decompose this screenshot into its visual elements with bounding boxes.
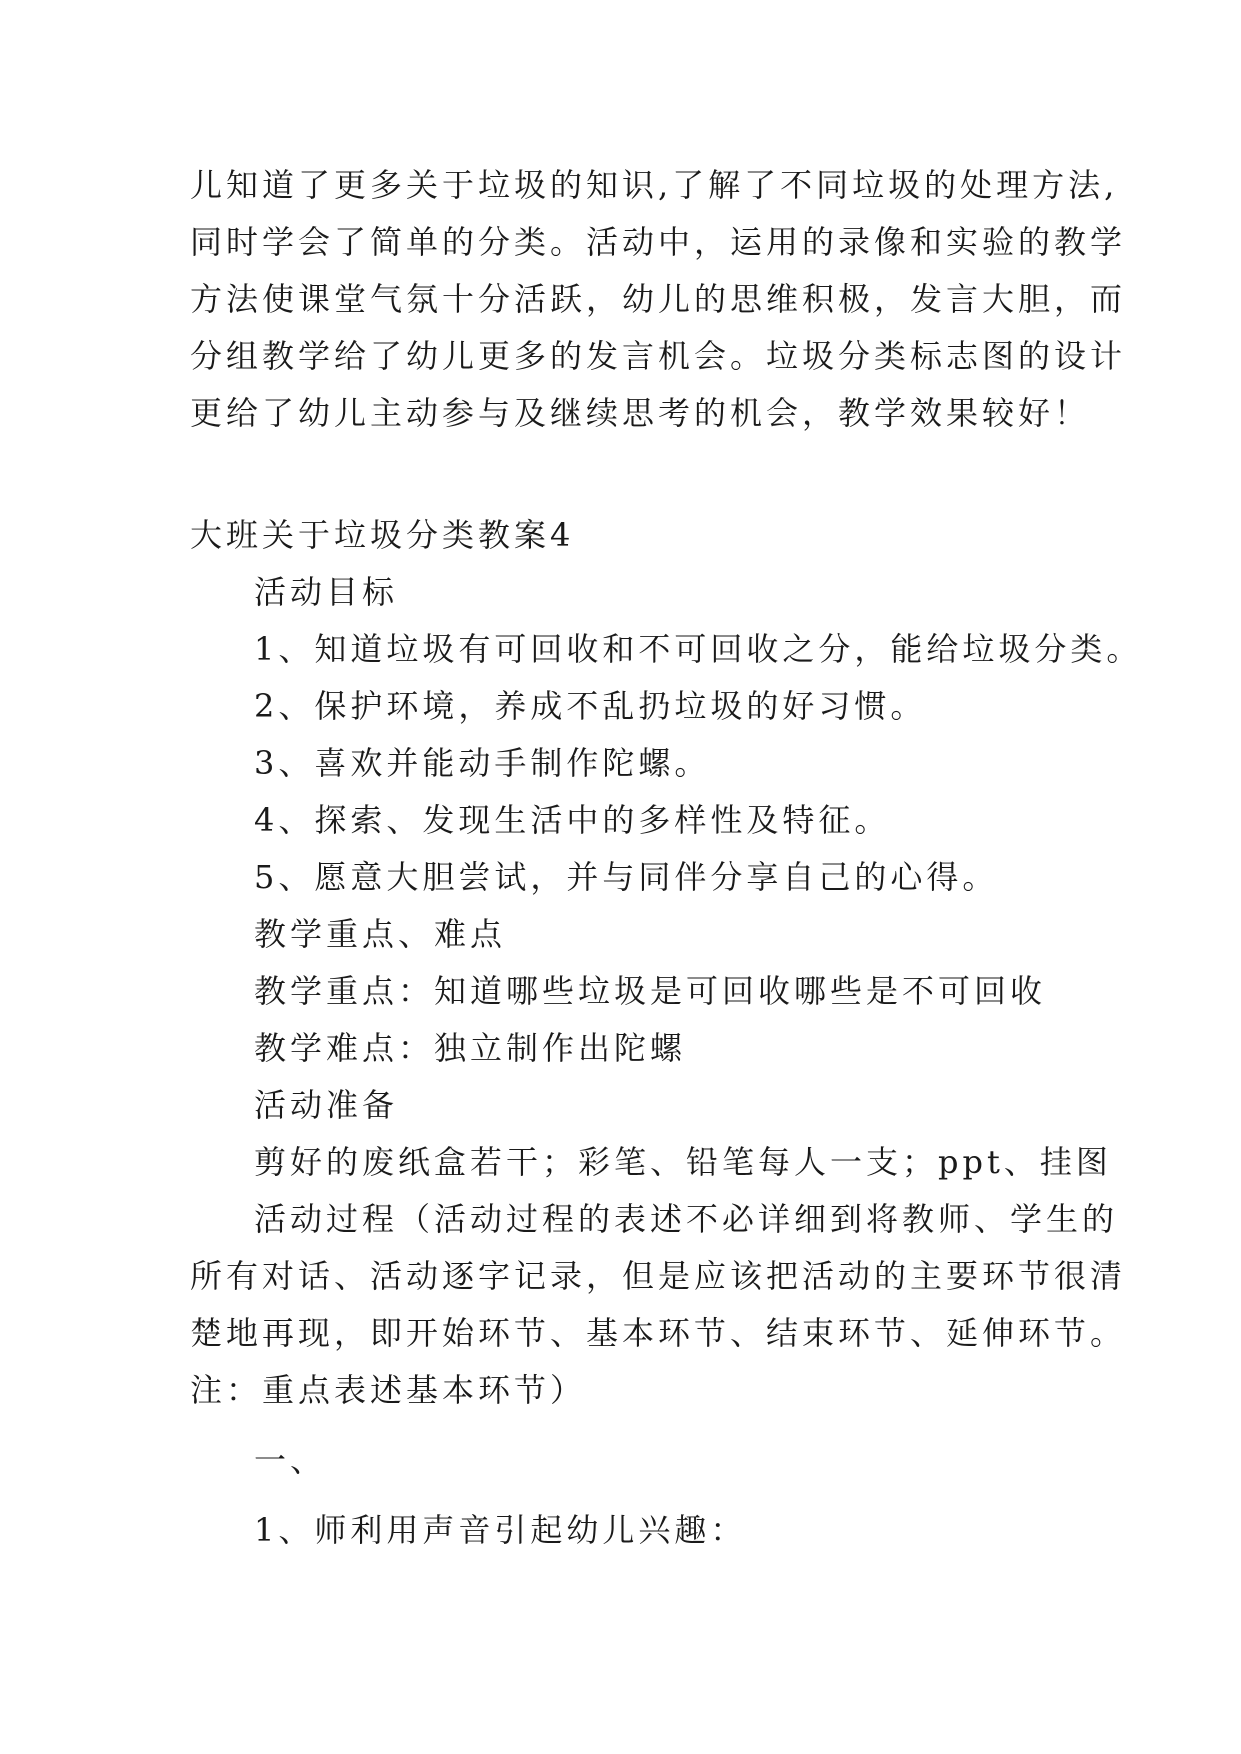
intro-line-2: 同时学会了简单的分类。活动中，运用的录像和实验的教学 — [190, 223, 1127, 261]
goal-item-2: 2、保护环境，养成不乱扔垃圾的好习惯。 — [254, 687, 927, 725]
key-points-heading: 教学重点、难点 — [254, 915, 507, 953]
goal-item-1: 1、知道垃圾有可回收和不可回收之分，能给垃圾分类。 — [254, 630, 1143, 668]
prep-heading: 活动准备 — [254, 1086, 399, 1124]
intro-line-5: 更给了幼儿主动参与及继续思考的机会，教学效果较好！ — [190, 394, 1091, 432]
process-line-4: 注：重点表述基本环节） — [190, 1371, 587, 1409]
intro-line-4: 分组教学给了幼儿更多的发言机会。垃圾分类标志图的设计 — [190, 337, 1127, 375]
process-line-2: 所有对话、活动逐字记录，但是应该把活动的主要环节很清 — [190, 1257, 1127, 1295]
prep-text: 剪好的废纸盒若干；彩笔、铅笔每人一支；ppt、挂图 — [254, 1143, 1112, 1181]
difficult-point-text: 教学难点：独立制作出陀螺 — [254, 1029, 687, 1067]
intro-line-1: 儿知道了更多关于垃圾的知识,了解了不同垃圾的处理方法, — [190, 166, 1119, 204]
goal-item-3: 3、喜欢并能动手制作陀螺。 — [254, 744, 711, 782]
step-one-item: 1、师利用声音引起幼儿兴趣： — [254, 1511, 747, 1549]
goal-item-4: 4、探索、发现生活中的多样性及特征。 — [254, 801, 891, 839]
section-title: 大班关于垃圾分类教案4 — [190, 516, 575, 554]
goal-item-5: 5、愿意大胆尝试，并与同伴分享自己的心得。 — [254, 858, 999, 896]
key-point-text: 教学重点：知道哪些垃圾是可回收哪些是不可回收 — [254, 972, 1047, 1010]
step-one-label: 一、 — [254, 1441, 327, 1479]
process-line-3: 楚地再现，即开始环节、基本环节、结束环节、延伸环节。 — [190, 1314, 1127, 1352]
goals-heading: 活动目标 — [254, 573, 399, 611]
process-line-1: 活动过程（活动过程的表述不必详细到将教师、学生的 — [254, 1200, 1119, 1238]
intro-line-3: 方法使课堂气氛十分活跃，幼儿的思维积极，发言大胆，而 — [190, 280, 1127, 318]
